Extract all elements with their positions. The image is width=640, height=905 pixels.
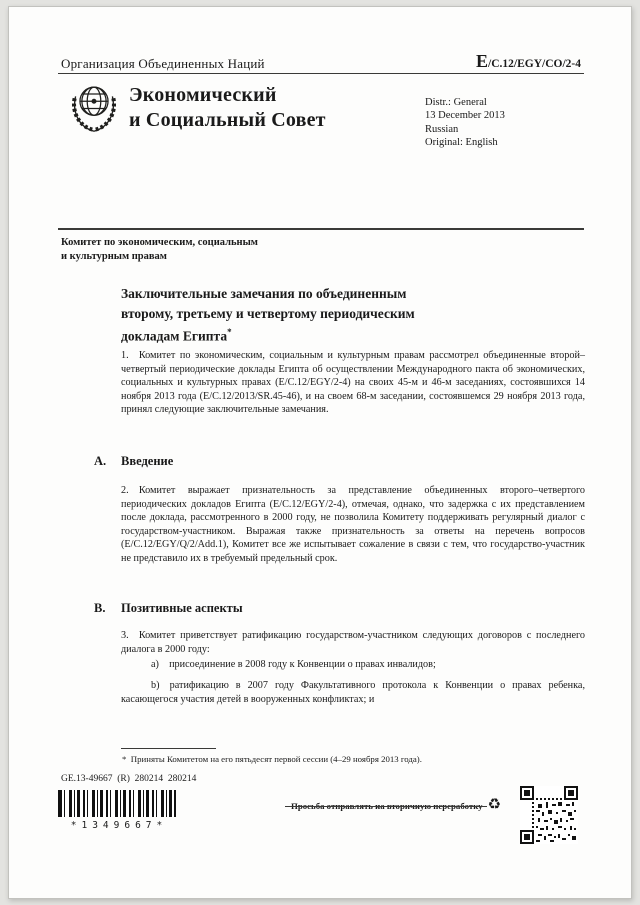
paragraph-1: 1. Комитет по экономическим, социальным и культурным правам рассмотрел объединенные второй–четвертый периодические доклады Египта об осуществлении Международного пакта об экономических, социальных и культурных правах (E/C.12/EGY/2-4) на своих 45-м и 46-м заседаниях, состоявшихся 14 ноября 2013 года (E/C.12/2013/SR.45-46), и на своем 68-м заседании, состоявшемся 29 ноября 2013 года, принял следующие заключительные замечания. xyxy=(121,350,585,415)
section-a-letter: A. xyxy=(94,454,107,468)
distribution-block xyxy=(425,96,505,150)
un-emblem-icon xyxy=(63,77,125,139)
paragraph-2: 2. Комитет выражает признательность за представление объединенных второго–четвертого периодических докладов Египта (E/C.12/EGY/2-4), отмечая, однако, что задержка с их представлением после доклада, рассмотренного в 2000 году, не позволила Комитету поддерживать регулярный диалог с государством-участником. Выражая также признательность за ответы на перечень вопросов (E/C.12/EGY/Q/2/Add.1), Комитет все же испытывает сожаление в связи с тем, что государство-участник не представило их в требуемый предельный срок. xyxy=(121,485,585,564)
document-title-line3 xyxy=(121,323,591,346)
document-symbol-letter: E xyxy=(476,51,489,71)
date-line: 13 December 2013 xyxy=(425,110,505,122)
document-header xyxy=(61,51,581,72)
committee-name xyxy=(61,236,258,263)
recycle-notice-text: Просьба отправлять на вторичную переработку xyxy=(291,800,483,811)
distr-line: Distr.: General xyxy=(425,97,487,108)
committee-name-line2: и культурным правам xyxy=(61,250,167,262)
paragraph-3: 3. Комитет приветствует ратификацию государством-участником следующих договоров с последнего диалога в 2000 году: xyxy=(121,630,585,655)
document-title xyxy=(121,284,591,346)
masthead-divider xyxy=(58,228,584,230)
council-title xyxy=(129,83,326,133)
list-item-a: a) присоединение в 2008 году к Конвенции о правах инвалидов; xyxy=(151,659,436,670)
council-title-line2: и Социальный Совет xyxy=(129,109,326,131)
header-divider xyxy=(58,73,584,74)
footnote-divider xyxy=(121,748,216,749)
document-symbol-number: /C.12/EGY/CO/2-4 xyxy=(488,58,581,70)
original-language-line: Original: English xyxy=(425,137,498,149)
document-title-line1: Заключительные замечания по объединенным xyxy=(121,286,407,301)
document-title-line3-text: докладам Египта xyxy=(121,328,228,344)
document-symbol xyxy=(476,51,581,72)
section-b-title: Позитивные аспекты xyxy=(121,601,243,615)
section-a-title: Введение xyxy=(121,454,174,468)
barcode-number: *1349667* xyxy=(70,820,168,831)
organization-name: Организация Объединенных Наций xyxy=(61,56,265,71)
council-title-line1: Экономический xyxy=(129,84,277,106)
section-b-letter: B. xyxy=(94,601,106,615)
qr-code xyxy=(520,786,578,844)
recycle-notice xyxy=(291,798,529,813)
footnote-marker: * xyxy=(227,327,232,337)
committee-name-line1: Комитет по экономическим, социальным xyxy=(61,237,258,248)
footnote-text: * Приняты Комитетом на его пятьдесят первой сессии (4–29 ноября 2013 года). xyxy=(122,754,422,764)
language-line: Russian xyxy=(425,123,459,135)
section-b-heading xyxy=(94,601,243,616)
recycle-icon: ♻ xyxy=(487,797,502,813)
section-a-heading xyxy=(94,454,173,469)
list-item-b: b) ратификацию в 2007 году Факультативного протокола к Конвенции о правах ребенка, касающегося участия детей в вооруженных конфликтах; и xyxy=(121,680,585,705)
document-title-line2: второму, третьему и четвертому периодическим xyxy=(121,305,415,321)
barcode xyxy=(58,790,176,817)
document-page xyxy=(8,6,632,899)
ge-registration-number: GE.13-49667 (R) 280214 280214 xyxy=(61,774,197,784)
